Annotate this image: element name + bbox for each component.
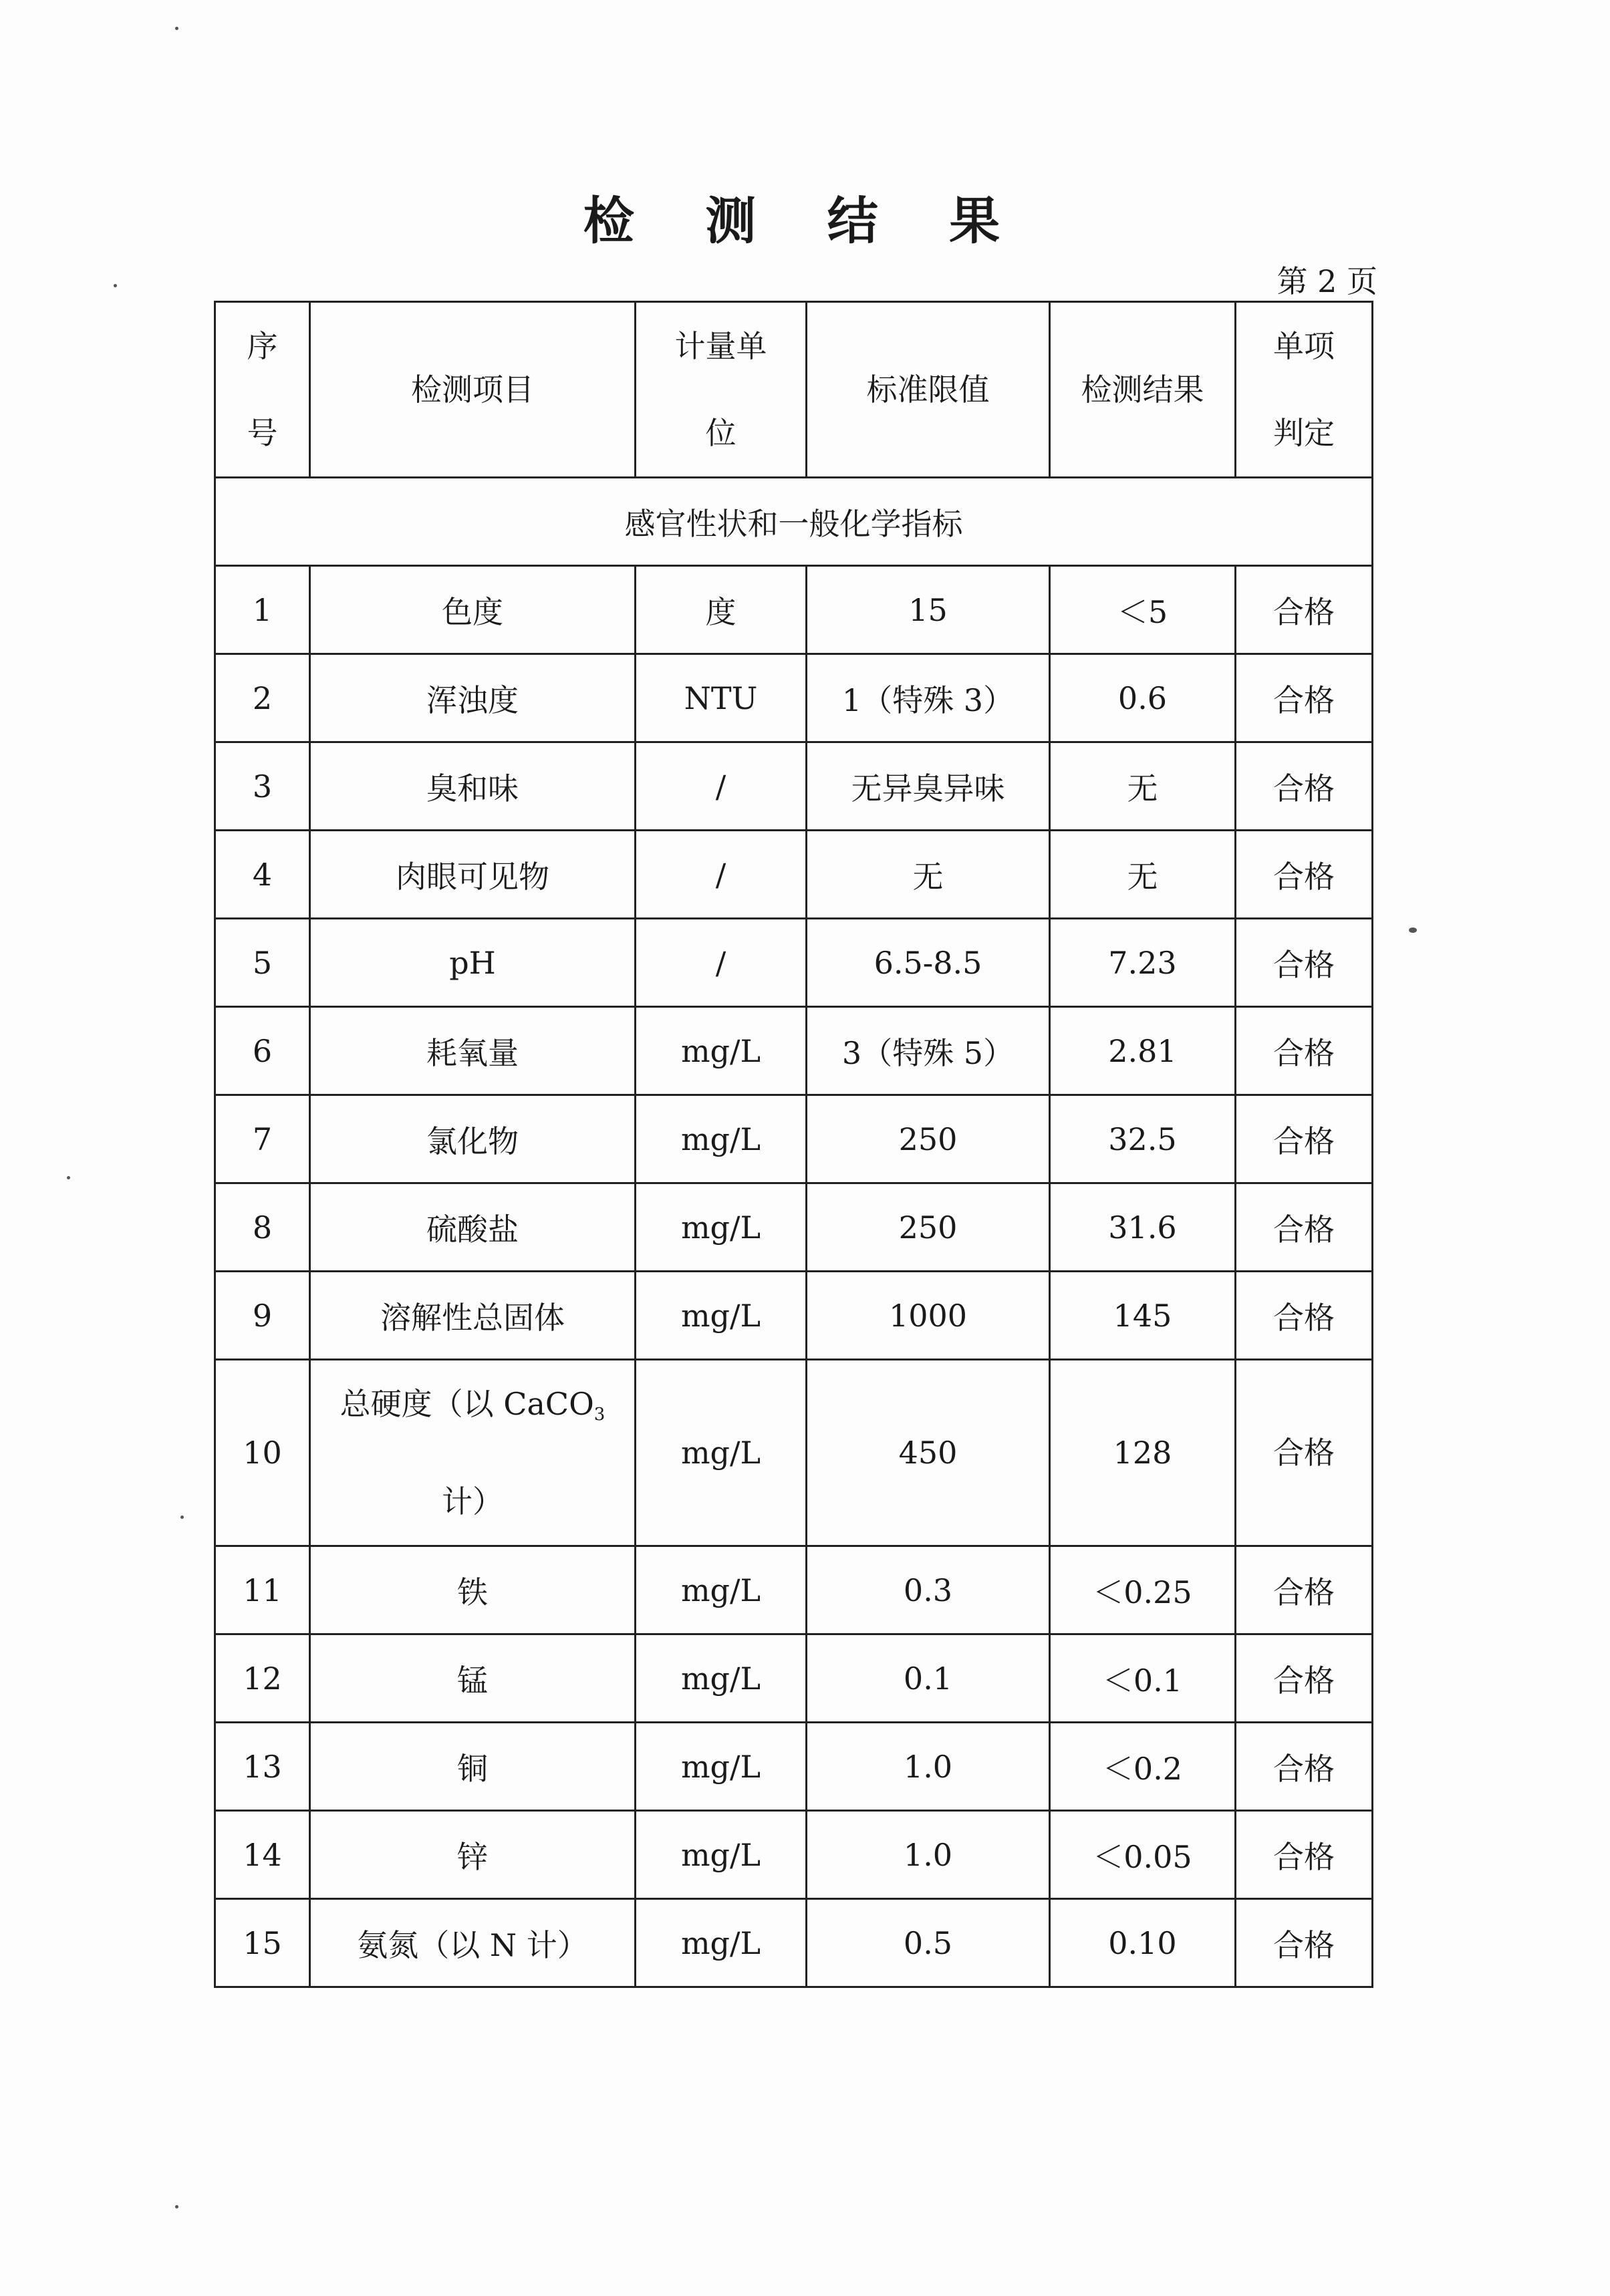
cell-result: ＜0.1 [1050, 1634, 1236, 1723]
cell-result: 128 [1050, 1360, 1236, 1546]
cell-result: 无 [1050, 742, 1236, 831]
page-number: 第 2 页 [1277, 263, 1377, 299]
cell-item: 硫酸盐 [310, 1183, 636, 1272]
cell-judgement: 合格 [1236, 1723, 1373, 1811]
header-seq: 序 号 [215, 302, 310, 478]
cell-limit: 1（特殊 3） [807, 654, 1050, 742]
category-row [215, 478, 1373, 566]
scan-speck [1409, 927, 1417, 933]
cell-limit: 250 [807, 1183, 1050, 1272]
table-row [215, 919, 1373, 1007]
table-row [215, 1007, 1373, 1095]
cell-unit: mg/L [636, 1095, 807, 1183]
cell-judgement: 合格 [1236, 919, 1373, 1007]
cell-result: 32.5 [1050, 1095, 1236, 1183]
cell-unit: / [636, 831, 807, 919]
cell-result: 0.6 [1050, 654, 1236, 742]
page-title: 检 测 结 果 [583, 191, 1027, 251]
cell-result: 2.81 [1050, 1007, 1236, 1095]
cell-item: 总硬度（以 CaCO$_3$ 计） [310, 1360, 636, 1546]
scan-speck [175, 2205, 178, 2208]
header-judgement: 单项 判定 [1236, 302, 1373, 478]
cell-no: 12 [215, 1634, 310, 1723]
cell-limit: 250 [807, 1095, 1050, 1183]
cell-unit: 度 [636, 566, 807, 654]
cell-item: 氯化物 [310, 1095, 636, 1183]
table-row [215, 1546, 1373, 1634]
cell-unit: / [636, 742, 807, 831]
header-limit: 标准限值 [807, 302, 1050, 478]
cell-no: 8 [215, 1183, 310, 1272]
table-row [215, 831, 1373, 919]
cell-unit: mg/L [636, 1634, 807, 1723]
cell-item: 色度 [310, 566, 636, 654]
cell-item: 氨氮（以 N 计） [310, 1899, 636, 1987]
cell-judgement: 合格 [1236, 1272, 1373, 1360]
cell-no: 9 [215, 1272, 310, 1360]
cell-no: 15 [215, 1899, 310, 1987]
cell-judgement: 合格 [1236, 1007, 1373, 1095]
category-label: 感官性状和一般化学指标 [215, 478, 1373, 566]
cell-no: 13 [215, 1723, 310, 1811]
header-result: 检测结果 [1050, 302, 1236, 478]
cell-no: 14 [215, 1811, 310, 1899]
table-row [215, 1183, 1373, 1272]
table-row [215, 1899, 1373, 1987]
cell-unit: mg/L [636, 1183, 807, 1272]
cell-limit: 1.0 [807, 1723, 1050, 1811]
cell-no: 2 [215, 654, 310, 742]
scan-speck [67, 1176, 70, 1179]
table-row [215, 1811, 1373, 1899]
cell-no: 5 [215, 919, 310, 1007]
cell-item: 铁 [310, 1546, 636, 1634]
cell-judgement: 合格 [1236, 1360, 1373, 1546]
cell-unit: / [636, 919, 807, 1007]
table-row [215, 1272, 1373, 1360]
results-table [214, 301, 1373, 1988]
cell-item: 锌 [310, 1811, 636, 1899]
cell-limit: 1.0 [807, 1811, 1050, 1899]
cell-limit: 无异臭异味 [807, 742, 1050, 831]
table-row [215, 1634, 1373, 1723]
table-row [215, 1095, 1373, 1183]
cell-limit: 6.5-8.5 [807, 919, 1050, 1007]
cell-item: 耗氧量 [310, 1007, 636, 1095]
cell-result: 145 [1050, 1272, 1236, 1360]
cell-limit: 无 [807, 831, 1050, 919]
cell-judgement: 合格 [1236, 1095, 1373, 1183]
header-unit: 计量单 位 [636, 302, 807, 478]
cell-result: ＜0.25 [1050, 1546, 1236, 1634]
cell-no: 4 [215, 831, 310, 919]
cell-item: 锰 [310, 1634, 636, 1723]
cell-judgement: 合格 [1236, 654, 1373, 742]
cell-result: ＜0.2 [1050, 1723, 1236, 1811]
cell-judgement: 合格 [1236, 1546, 1373, 1634]
cell-unit: mg/L [636, 1899, 807, 1987]
cell-result: ＜0.05 [1050, 1811, 1236, 1899]
cell-result: 无 [1050, 831, 1236, 919]
cell-limit: 3（特殊 5） [807, 1007, 1050, 1095]
cell-judgement: 合格 [1236, 742, 1373, 831]
scan-speck [175, 27, 178, 30]
cell-limit: 0.1 [807, 1634, 1050, 1723]
cell-result: 31.6 [1050, 1183, 1236, 1272]
cell-judgement: 合格 [1236, 1899, 1373, 1987]
cell-no: 6 [215, 1007, 310, 1095]
cell-result: 0.10 [1050, 1899, 1236, 1987]
cell-limit: 450 [807, 1360, 1050, 1546]
cell-unit: mg/L [636, 1723, 807, 1811]
cell-no: 10 [215, 1360, 310, 1546]
cell-limit: 15 [807, 566, 1050, 654]
cell-limit: 0.5 [807, 1899, 1050, 1987]
cell-result: ＜5 [1050, 566, 1236, 654]
table-row [215, 742, 1373, 831]
cell-judgement: 合格 [1236, 1634, 1373, 1723]
cell-no: 11 [215, 1546, 310, 1634]
cell-item: 溶解性总固体 [310, 1272, 636, 1360]
cell-no: 1 [215, 566, 310, 654]
cell-no: 3 [215, 742, 310, 831]
cell-item: pH [310, 919, 636, 1007]
cell-unit: mg/L [636, 1360, 807, 1546]
cell-unit: mg/L [636, 1811, 807, 1899]
scan-speck [114, 284, 117, 287]
table-row [215, 566, 1373, 654]
cell-item: 浑浊度 [310, 654, 636, 742]
cell-unit: NTU [636, 654, 807, 742]
cell-limit: 1000 [807, 1272, 1050, 1360]
cell-no: 7 [215, 1095, 310, 1183]
cell-unit: mg/L [636, 1272, 807, 1360]
cell-item: 臭和味 [310, 742, 636, 831]
cell-judgement: 合格 [1236, 1183, 1373, 1272]
scan-speck [180, 1516, 184, 1519]
cell-limit: 0.3 [807, 1546, 1050, 1634]
cell-judgement: 合格 [1236, 1811, 1373, 1899]
header-item: 检测项目 [310, 302, 636, 478]
table-header-row [215, 302, 1373, 478]
cell-judgement: 合格 [1236, 831, 1373, 919]
cell-item: 铜 [310, 1723, 636, 1811]
cell-unit: mg/L [636, 1546, 807, 1634]
cell-judgement: 合格 [1236, 566, 1373, 654]
cell-result: 7.23 [1050, 919, 1236, 1007]
cell-unit: mg/L [636, 1007, 807, 1095]
table-row [215, 1723, 1373, 1811]
cell-item: 肉眼可见物 [310, 831, 636, 919]
table-row [215, 1360, 1373, 1546]
table-row [215, 654, 1373, 742]
